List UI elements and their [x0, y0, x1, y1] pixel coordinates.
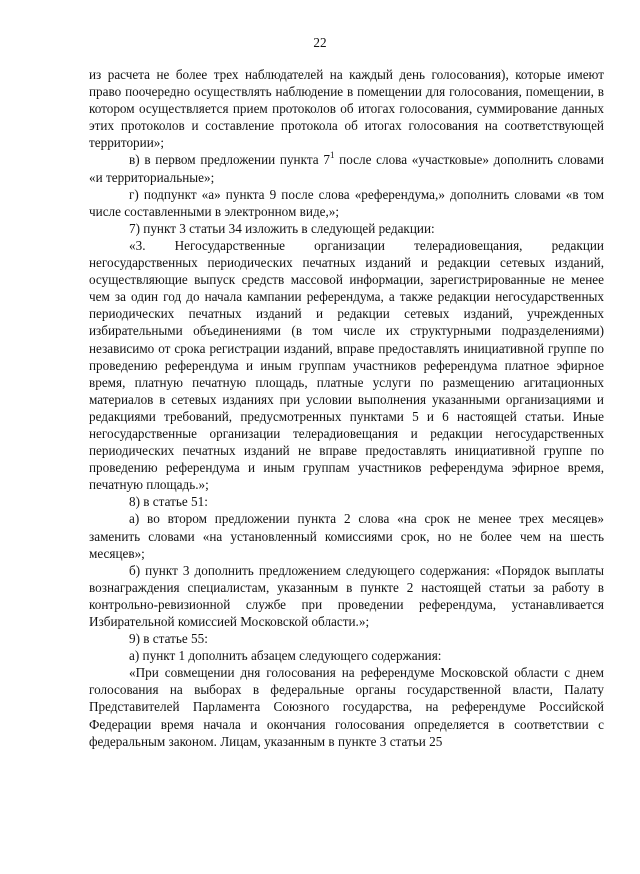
paragraph-item-9a: а) пункт 1 дополнить абзацем следующего содержания:	[129, 648, 442, 664]
paragraph-item-g: г) подпункт «а» пункта 9 после слова «референдума,» дополнить словами «в том числе составленными в электронном виде,»;	[89, 186, 604, 219]
paragraph-item-8a: а) во втором предложении пункта 2 слова «на срок не менее трех месяцев» заменить словами «на установленный комиссиями срок, но не более чем на шесть месяцев»;	[89, 511, 604, 561]
superscript: 1	[329, 150, 335, 161]
paragraph-observers: из расчета не более трех наблюдателей на каждый день голосования), которые имеют право поочередно осуществлять наблюдение в помещении для голосования, помещении, в котором осуществляется прием протоколов об итогах голосования, суммирование данных этих протоколов и составление протокола об итогах голосования на соответствующей территории»;	[89, 67, 604, 151]
paragraph-article-34-text: «3. Негосударственные организации телерадиовещания, редакции негосударственных периодических печатных изданий и редакции сетевых изданий, осуществляющие выпуск средств массовой информации, зарегистрированные не менее чем за один год до начала кампании референдума, а также редакции негосударственных периодических печатных изданий и редакции сетевых изданий, учрежденных избирательными объединениями (в том числе их структурными подразделениями) независимо от срока регистрации изданий, вправе предоставлять инициативной группе по проведению референдума и иным группам участников референдума платное эфирное время, платную печатную площадь, платные услуги по размещению агитационных материалов в сетевых изданиях при условии выполнения указанными организациями и редакциями требований, предусмотренных пунктами 5 и 6 настоящей статьи. Иные негосударственные организации телерадиовещания и редакции негосударственных периодических печатных изданий не вправе предоставлять инициативной группе по проведению референдума и иным группам участников референдума эфирное время, печатную площадь.»;	[89, 237, 604, 493]
paragraph-item-7: 7) пункт 3 статьи 34 изложить в следующей редакции:	[129, 220, 435, 236]
document-body	[89, 66, 604, 750]
paragraph-item-v	[89, 151, 604, 185]
paragraph-item-8: 8) в статье 51:	[129, 494, 208, 510]
paragraph-article-55-text: «При совмещении дня голосования на референдуме Московской области с днем голосования на выборах в федеральные органы государственной власти, Палату Представителей Парламента Союзного государства, на референдуме Российской Федерации время начала и окончания голосования определяется в соответствии с федеральным законом. Лицам, указанным в пункте 3 статьи 25	[89, 665, 604, 749]
paragraph-item-v-text-cont: после слова «участковые» дополнить словами «и территориальные»;	[89, 152, 604, 185]
paragraph-item-8b: б) пункт 3 дополнить предложением следующего содержания: «Порядок выплаты вознаграждения специалистам, указанным в пункте 2 настоящей статьи за работу в контрольно-ревизионной службе при проведении референдума, устанавливается Избирательной комиссией Московской области.»;	[89, 562, 604, 629]
page-number: 22	[313, 35, 327, 50]
paragraph-item-9: 9) в статье 55:	[129, 631, 208, 647]
paragraph-item-v-text: в) в первом предложении пункта 7	[129, 152, 330, 168]
